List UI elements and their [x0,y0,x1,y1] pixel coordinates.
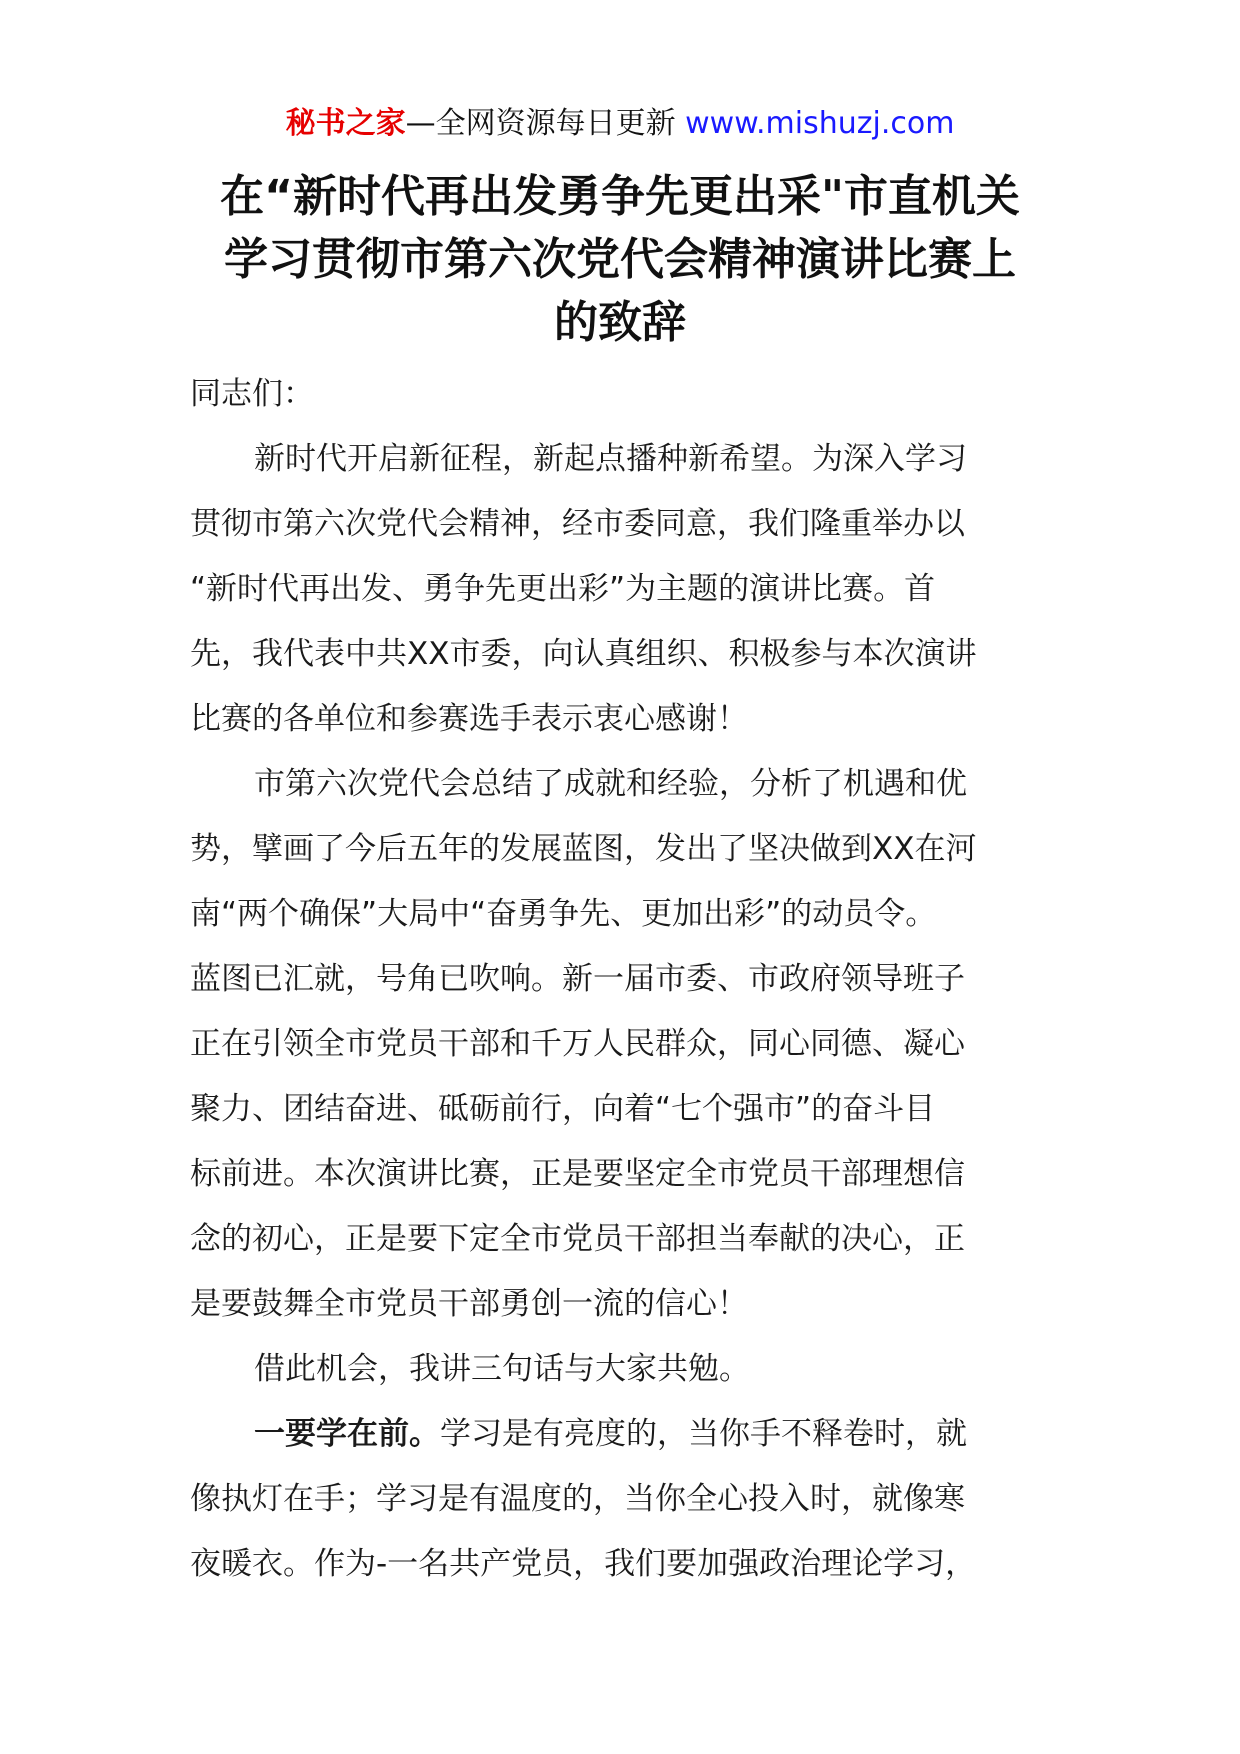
paragraph-2-line: 聚力、团结奋进、砥砺前行，向着“七个强市”的奋斗目 [190,1091,936,1127]
paragraph-2-line: 势，擘画了今后五年的发展蓝图，发出了坚决做到XX在河 [190,831,977,867]
paragraph-2-line: 标前进。本次演讲比赛，正是要坚定全市党员干部理想信 [190,1156,965,1192]
brand-name: 秘书之家 [285,106,406,141]
paragraph-1-line: 贯彻市第六次党代会精神，经市委同意，我们隆重举办以 [190,506,965,542]
document-title [150,165,1090,354]
title-line-1: 在“新时代再出发勇争先更出采"市直机关 [220,171,1020,222]
paragraph-2-line: 正在引领全市党员干部和千万人民群众，同心同德、凝心 [190,1026,965,1062]
paragraph-1-line: 新时代开启新征程，新起点播种新希望。为深入学习 [254,441,967,477]
paragraph-2-line: 市第六次党代会总结了成就和经验，分析了机遇和优 [254,766,967,802]
title-line-2: 学习贯彻市第六次党代会精神演讲比赛上 [224,234,1016,285]
header-slogan: —全网资源每日更新 [405,106,676,141]
title-line-3: 的致辞 [554,297,686,348]
point-heading: 一要学在前。 [254,1416,440,1452]
paragraph-2-line: 蓝图已汇就，号角已吹响。新一届市委、市政府领导班子 [190,961,965,997]
paragraph-4-line: 像执灯在手；学习是有温度的，当你全心投入时，就像寒 [190,1481,965,1517]
paragraph-2-line: 是要鼓舞全市党员干部勇创一流的信心！ [190,1286,748,1322]
site-header [0,104,1240,144]
paragraph-4-line: 学习是有亮度的，当你手不释卷时，就 [440,1416,967,1452]
paragraph-4-line: 夜暖衣。作为-一名共产党员，我们要加强政治理论学习， [190,1546,977,1582]
paragraph-4-first-line [190,1402,1060,1467]
paragraph-2-line: 南“两个确保”大局中“奋勇争先、更加出彩”的动员令。 [190,896,937,932]
paragraph-2-line: 念的初心，正是要下定全市党员干部担当奉献的决心，正 [190,1221,965,1257]
paragraph-1-line: 先，我代表中共XX市委，向认真组织、积极参与本次演讲 [190,636,977,672]
site-url-link[interactable]: www.mishuzj.com [685,106,955,141]
document-body [190,362,1060,1597]
paragraph-1-line: 比赛的各单位和参赛选手表示衷心感谢！ [190,701,748,737]
paragraph-3: 借此机会，我讲三句话与大家共勉。 [254,1351,750,1387]
paragraph-1-line: “新时代再出发、勇争先更出彩”为主题的演讲比赛。首 [190,571,936,607]
greeting: 同志们： [190,376,314,412]
